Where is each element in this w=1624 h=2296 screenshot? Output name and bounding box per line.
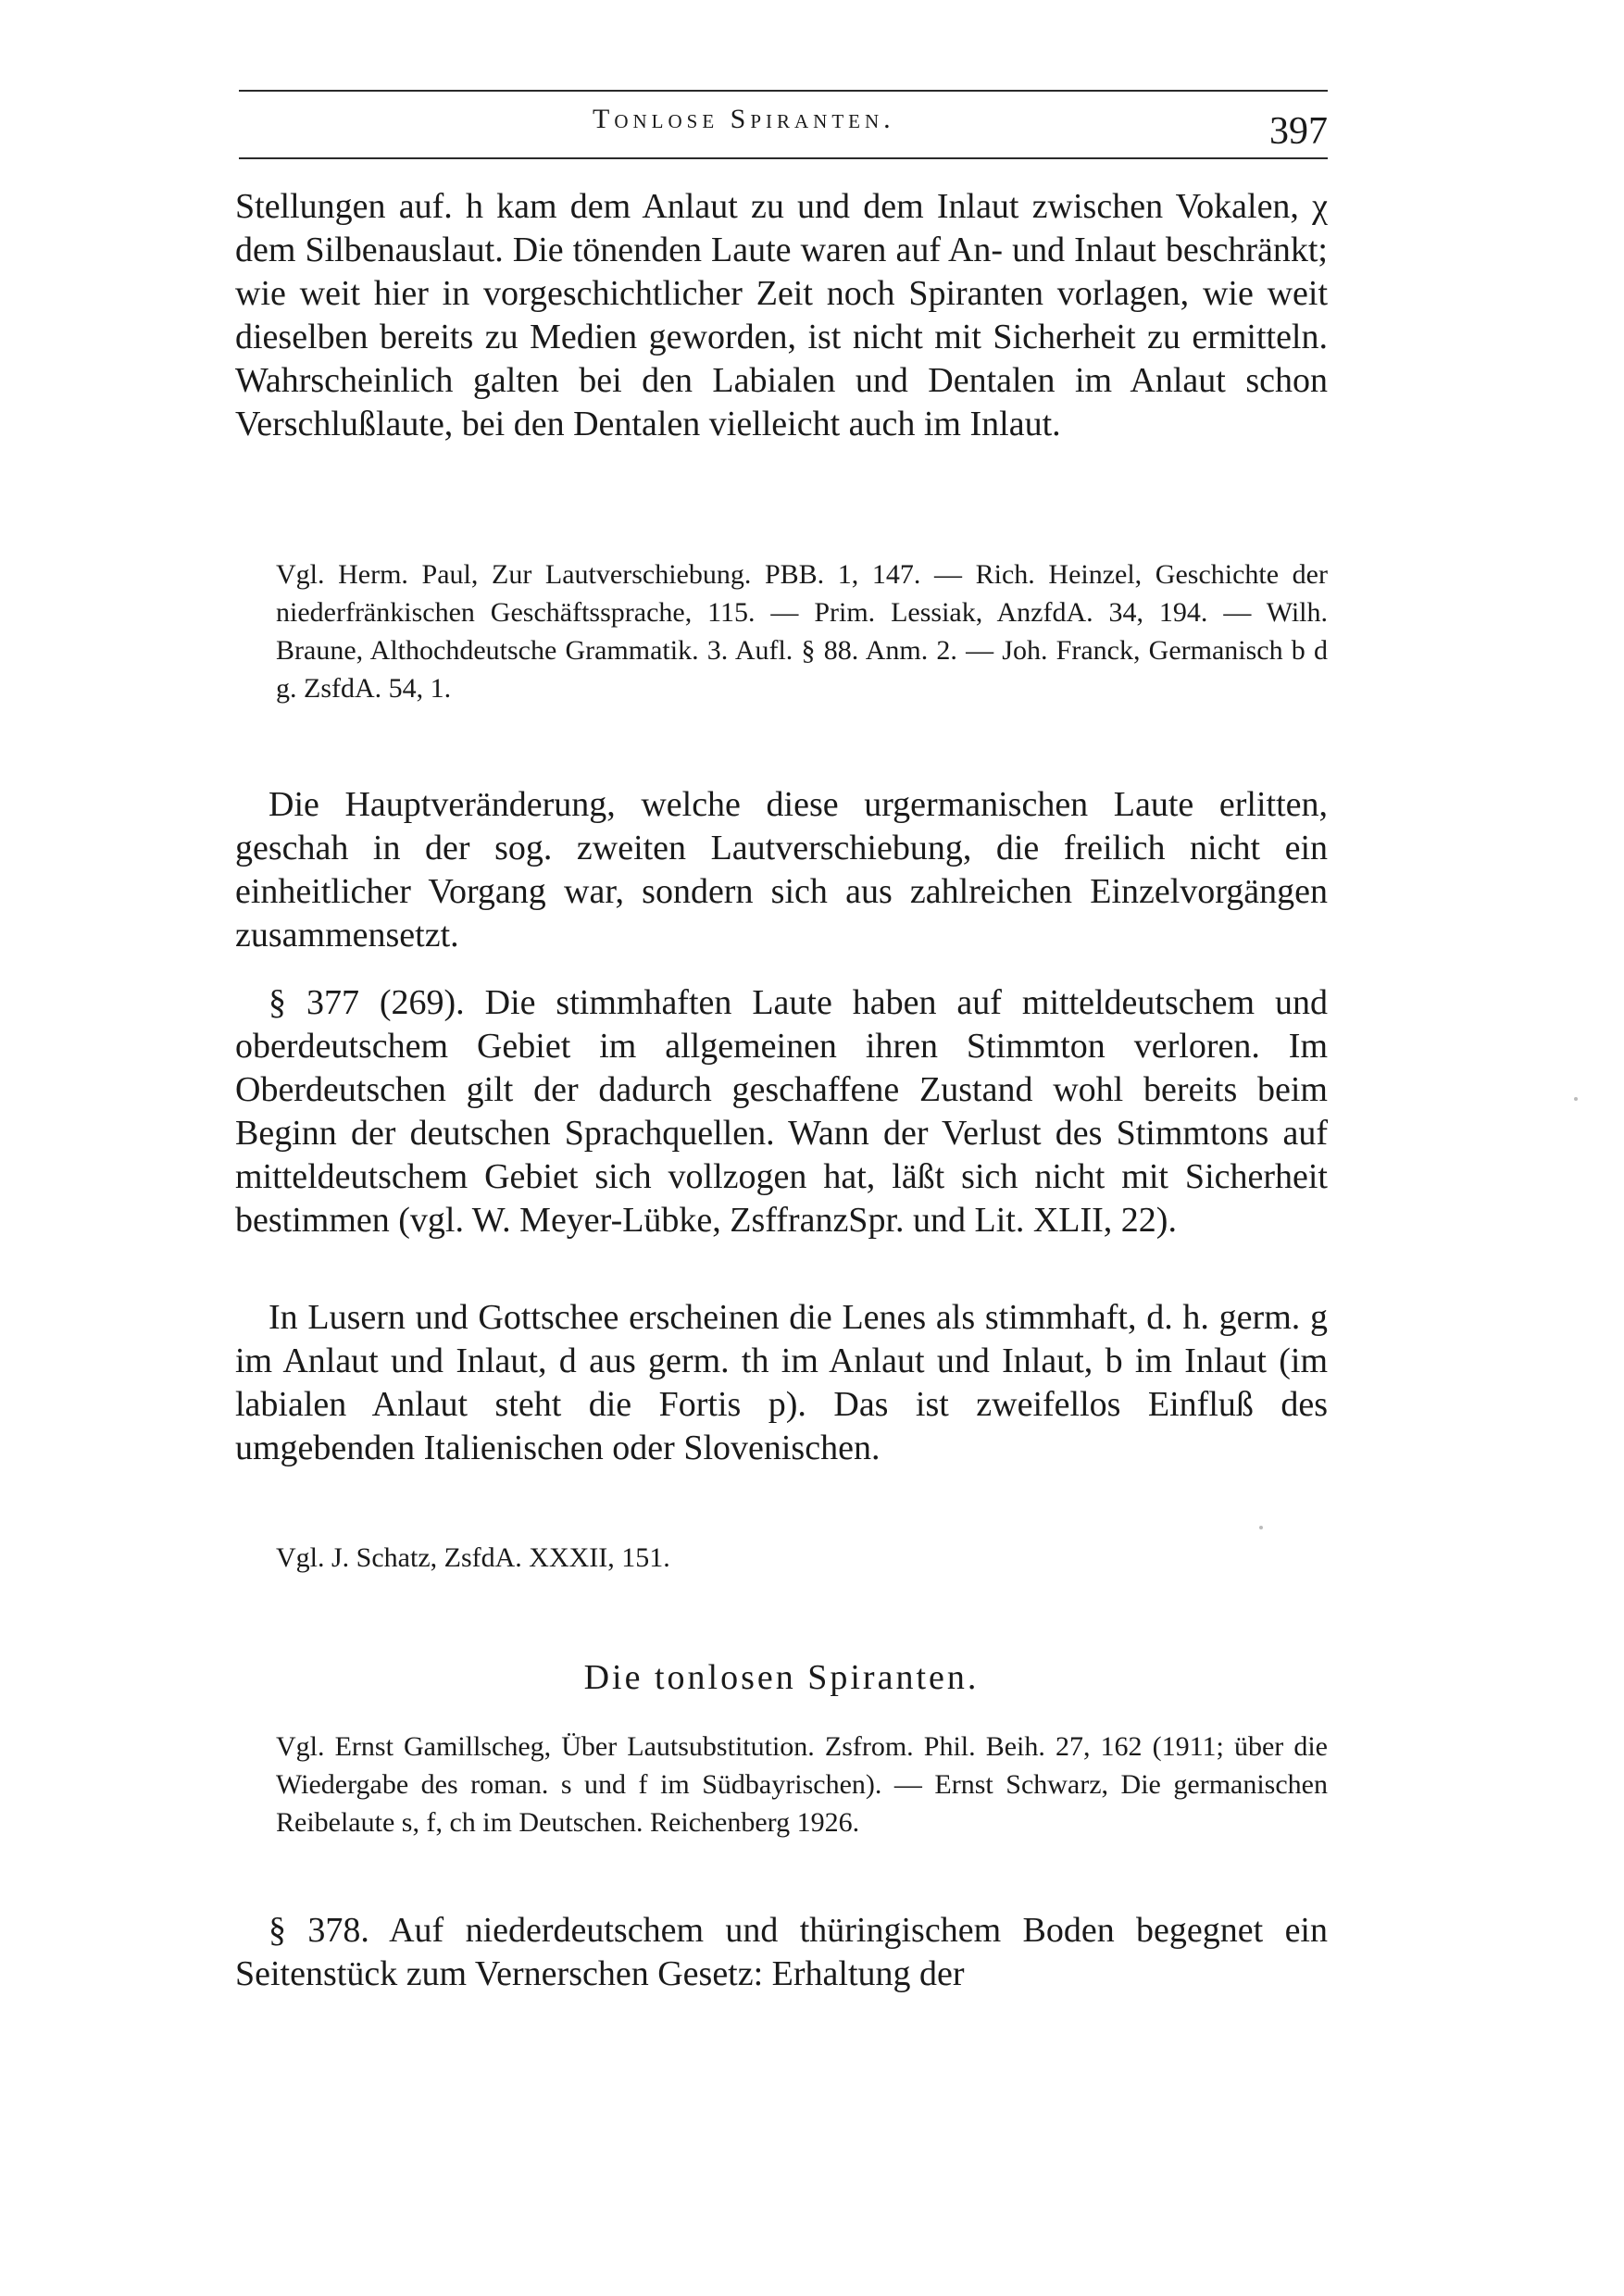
header-rule-top [239,90,1328,92]
bibliography-note-3: Vgl. Ernst Gamillscheg, Über Lautsubstitution. Zsfrom. Phil. Beih. 27, 162 (1911; über die Wiedergabe des roman. s und f im Südbayrischen). — Ernst Schwarz, Die germanischen Reibelaute s, f, ch im Deutschen. Reichenberg 1926. [276,1731,1328,1838]
running-title: Tonlose Spiranten. [593,104,895,134]
paragraph-hauptveraenderung: Die Hauptveränderung, welche diese urgermanischen Laute erlitten, geschah in der sog. zweiten Lautverschiebung, die freilich nicht ein einheitlicher Vorgang war, sondern sich aus zahlreichen Einzelvorgängen zusammensetzt. [235,785,1328,955]
paper-speck [1259,1526,1263,1529]
paragraph-lusern: In Lusern und Gottschee erscheinen die Lenes als stimmhaft, d. h. germ. g im Anlaut und Inlaut, d aus germ. th im Anlaut und Inlaut, b im Inlaut (im labialen Anlaut steht die Fortis p). Das ist zweifellos Einfluß des umgebenden Italienischen oder Slovenischen. [235,1298,1328,1467]
paragraph-continued: Stellungen auf. h kam dem Anlaut zu und dem Inlaut zwischen Vokalen, χ dem Silbenauslaut. Die tönenden Laute waren auf An- und Inlaut beschränkt; wie weit hier in vorgeschichtlicher Zeit noch Spiranten vorlagen, wie weit dieselben bereits zu Medien geworden, ist nicht mit Sicherheit zu ermitteln. Wahrscheinlich galten bei den Labialen und Dentalen im Anlaut schon Verschlußlaute, bei den Dentalen vielleicht auch im Inlaut. [235,187,1328,443]
bibliography-note-1: Vgl. Herm. Paul, Zur Lautverschiebung. PBB. 1, 147. — Rich. Heinzel, Geschichte der niederfränkischen Geschäftssprache, 115. — Prim. Lessiak, AnzfdA. 34, 194. — Wilh. Braune, Althochdeutsche Grammatik. 3. Aufl. § 88. Anm. 2. — Joh. Franck, Germanisch b d g. ZsfdA. 54, 1. [276,559,1328,704]
section-heading: Die tonlosen Spiranten. [583,1658,980,1697]
page-number: 397 [1269,110,1328,153]
header-rule-bottom [239,157,1328,159]
paragraph-377: § 377 (269). Die stimmhaften Laute haben auf mitteldeutschem und oberdeutschem Gebiet im allgemeinen ihren Stimmton verloren. Im Oberdeutschen gilt der dadurch geschaffene Zustand wohl bereits beim Beginn der deutschen Sprachquellen. Wann der Verlust des Stimmtons auf mitteldeutschem Gebiet sich vollzogen hat, läßt sich nicht mit Sicherheit bestimmen (vgl. W. Meyer-Lübke, ZsffranzSpr. und Lit. XLII, 22). [235,983,1328,1240]
bibliography-note-2: Vgl. J. Schatz, ZsfdA. XXXII, 151. [276,1542,670,1573]
paragraph-378: § 378. Auf niederdeutschem und thüringischem Boden begegnet ein Seitenstück zum Vernerschen Gesetz: Erhaltung der [235,1911,1328,1993]
paper-speck [1574,1097,1578,1101]
